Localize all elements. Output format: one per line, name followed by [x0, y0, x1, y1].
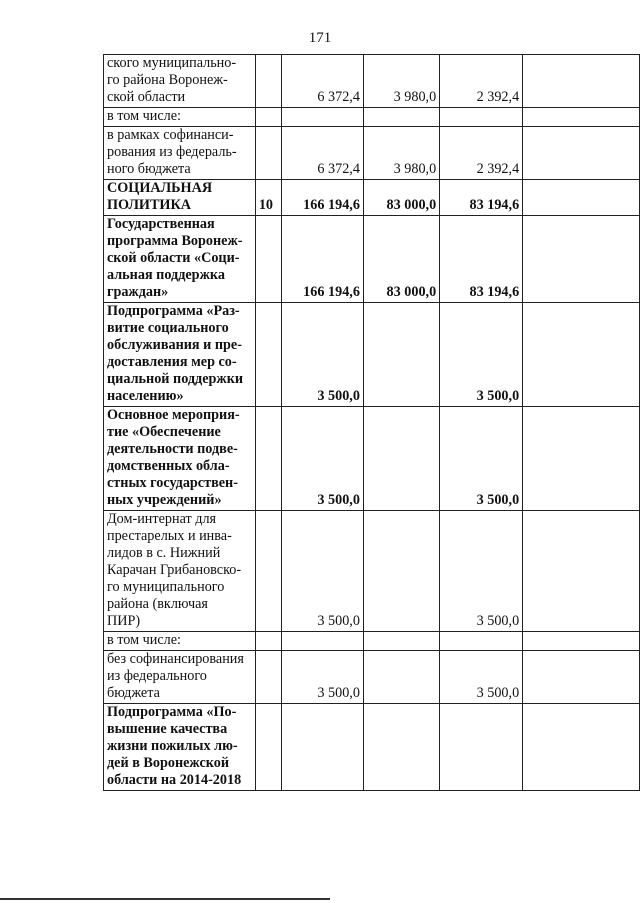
- section-code-cell: [255, 180, 281, 216]
- total-amount-text: 3 500,0: [317, 685, 360, 701]
- empty-cell: [523, 704, 640, 791]
- row-name-text: Подпрограмма «Раз- витие социального обслуживания и пре- доставления мер со- циальной поддержки населению»: [107, 303, 244, 404]
- amount-text-2: 3 500,0: [476, 613, 520, 629]
- amount-cell-1: [363, 511, 439, 632]
- table-row: [104, 303, 640, 407]
- amount-text-2: 2 392,4: [476, 161, 520, 177]
- amount-cell-2: [440, 511, 523, 632]
- row-name-text: СОЦИАЛЬНАЯ ПОЛИТИКА: [107, 180, 213, 213]
- table-row: [104, 180, 640, 216]
- section-code-cell: [255, 407, 281, 511]
- amount-cell-1: [363, 108, 439, 127]
- row-name-cell: [104, 216, 256, 303]
- amount-text-1: 83 000,0: [386, 284, 437, 300]
- row-name-cell: [104, 303, 256, 407]
- page-number: 171: [308, 30, 332, 46]
- total-amount-cell: [281, 127, 363, 180]
- page-footer-line: [0, 898, 330, 900]
- row-name-cell: [104, 632, 256, 651]
- total-amount-cell: [281, 407, 363, 511]
- total-amount-cell: [281, 108, 363, 127]
- section-code-cell: [255, 704, 281, 791]
- table-row: [104, 632, 640, 651]
- amount-cell-2: [440, 651, 523, 704]
- total-amount-text: 166 194,6: [303, 284, 360, 300]
- total-amount-text: 166 194,6: [303, 197, 360, 213]
- section-code-cell: [255, 127, 281, 180]
- amount-text-2: 83 194,6: [469, 284, 520, 300]
- total-amount-text: 3 500,0: [317, 613, 360, 629]
- amount-cell-1: [363, 127, 439, 180]
- amount-text-1: 3 980,0: [393, 89, 437, 105]
- row-name-text: Основное мероприя- тие «Обеспечение деятельности подве- домственных обла- стных государствен- ных учреждений»: [107, 407, 240, 508]
- row-name-cell: [104, 407, 256, 511]
- amount-cell-1: [363, 632, 439, 651]
- table-row: [104, 55, 640, 108]
- amount-text-2: 3 500,0: [476, 685, 520, 701]
- table-row: [104, 651, 640, 704]
- amount-cell-1: [363, 180, 439, 216]
- section-code-cell: [255, 216, 281, 303]
- table-row: [104, 704, 640, 791]
- amount-text-1: 83 000,0: [386, 197, 437, 213]
- empty-cell: [523, 407, 640, 511]
- total-amount-text: 6 372,4: [317, 161, 360, 177]
- row-name-cell: [104, 127, 256, 180]
- total-amount-cell: [281, 216, 363, 303]
- row-name-cell: [104, 704, 256, 791]
- empty-cell: [523, 651, 640, 704]
- total-amount-text: 6 372,4: [317, 89, 360, 105]
- amount-cell-2: [440, 108, 523, 127]
- row-name-cell: [104, 108, 256, 127]
- total-amount-cell: [281, 511, 363, 632]
- total-amount-cell: [281, 704, 363, 791]
- empty-cell: [523, 511, 640, 632]
- amount-cell-2: [440, 303, 523, 407]
- amount-cell-2: [440, 407, 523, 511]
- row-name-text: Подпрограмма «По- вышение качества жизни пожилых лю- дей в Воронежской области на 2014-2018: [107, 704, 242, 788]
- amount-cell-1: [363, 216, 439, 303]
- amount-cell-2: [440, 55, 523, 108]
- empty-cell: [523, 108, 640, 127]
- table-row: [104, 511, 640, 632]
- total-amount-cell: [281, 303, 363, 407]
- empty-cell: [523, 632, 640, 651]
- table-row: [104, 407, 640, 511]
- budget-table-body: [104, 55, 640, 791]
- section-code-cell: [255, 303, 281, 407]
- row-name-cell: [104, 651, 256, 704]
- amount-text-2: 3 500,0: [476, 492, 520, 508]
- row-name-text: Дом-интернат для престарелых и инва- лидов в с. Нижний Карачан Грибановско- го муниципального района (включая ПИР): [107, 511, 242, 629]
- table-row: [104, 108, 640, 127]
- amount-cell-1: [363, 704, 439, 791]
- section-code-cell: [255, 108, 281, 127]
- table-row: [104, 127, 640, 180]
- amount-cell-1: [363, 303, 439, 407]
- row-name-cell: [104, 511, 256, 632]
- total-amount-cell: [281, 180, 363, 216]
- table-row: [104, 216, 640, 303]
- amount-cell-2: [440, 704, 523, 791]
- total-amount-cell: [281, 55, 363, 108]
- total-amount-cell: [281, 651, 363, 704]
- row-name-text: Государственная программа Воронеж- ской области «Соци- альная поддержка граждан»: [107, 216, 243, 300]
- total-amount-text: 3 500,0: [317, 388, 360, 404]
- amount-cell-2: [440, 127, 523, 180]
- row-name-text: в том числе:: [107, 108, 181, 124]
- budget-table: [103, 54, 640, 791]
- section-code-cell: [255, 511, 281, 632]
- row-name-text: в том числе:: [107, 632, 181, 648]
- row-name-text: ского муниципально- го района Воронеж- ской области: [107, 55, 237, 105]
- empty-cell: [523, 55, 640, 108]
- amount-text-2: 2 392,4: [476, 89, 520, 105]
- total-amount-cell: [281, 632, 363, 651]
- amount-cell-1: [363, 55, 439, 108]
- empty-cell: [523, 216, 640, 303]
- section-code-text: 10: [258, 197, 274, 213]
- amount-cell-2: [440, 180, 523, 216]
- amount-text-2: 83 194,6: [469, 197, 520, 213]
- amount-cell-2: [440, 632, 523, 651]
- amount-cell-1: [363, 651, 439, 704]
- section-code-cell: [255, 55, 281, 108]
- empty-cell: [523, 127, 640, 180]
- amount-text-2: 3 500,0: [476, 388, 520, 404]
- total-amount-text: 3 500,0: [317, 492, 360, 508]
- row-name-cell: [104, 180, 256, 216]
- amount-cell-1: [363, 407, 439, 511]
- empty-cell: [523, 303, 640, 407]
- empty-cell: [523, 180, 640, 216]
- row-name-cell: [104, 55, 256, 108]
- section-code-cell: [255, 632, 281, 651]
- section-code-cell: [255, 651, 281, 704]
- amount-cell-2: [440, 216, 523, 303]
- row-name-text: без софинансирования из федерального бюджета: [107, 651, 244, 701]
- row-name-text: в рамках софинанси- рования из федераль- ного бюджета: [107, 127, 237, 177]
- amount-text-1: 3 980,0: [393, 161, 437, 177]
